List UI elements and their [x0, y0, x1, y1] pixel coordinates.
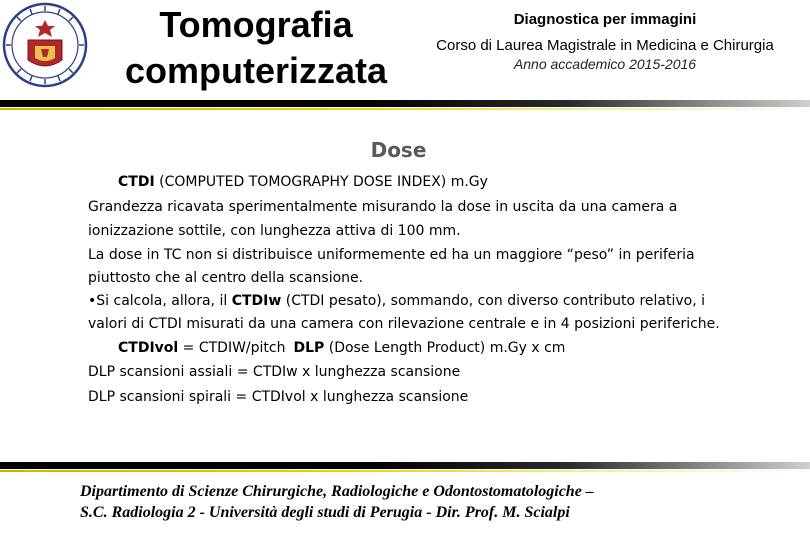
- title-line-1: Tomografia: [159, 4, 353, 45]
- presentation-title: [98, 2, 414, 94]
- slide-body: [88, 170, 748, 409]
- header-divider: [0, 100, 810, 107]
- dlp-spiral-formula: DLP scansioni spirali = CTDIvol x lunghezza scansione: [88, 388, 469, 405]
- academic-year: Anno accademico 2015-2016: [513, 56, 697, 72]
- weighted-intro: Si calcola, allora, il: [96, 292, 232, 309]
- ctdi-description: (COMPUTED TOMOGRAPHY DOSE INDEX) m.Gy: [154, 174, 488, 190]
- title-line-2: computerizzata: [124, 50, 388, 91]
- ctdivol-term: CTDIvol: [118, 339, 179, 356]
- ctdivol-formula: = CTDIW/pitch: [178, 339, 286, 356]
- dlp-description: (Dose Length Product) m.Gy x cm: [324, 339, 566, 356]
- ctdi-definition: [88, 170, 748, 195]
- formula-line: [88, 336, 748, 361]
- weighted-description: (CTDI pesato), sommando, con diverso contributo relativo, i valori di CTDI misurati da una camera con rilevazione centrale e in 4 posizioni periferiche.: [88, 292, 720, 332]
- bullet: •: [88, 292, 97, 309]
- course-info: [404, 10, 806, 72]
- university-seal-icon: [2, 2, 88, 88]
- definition-paragraph: Grandezza ricavata sperimentalmente misurando la dose in uscita da una camera a ionizzazione sottile, con lunghezza attiva di 100 mm.: [88, 198, 678, 239]
- footer-unit: S.C. Radiologia 2 - Università degli studi di Perugia - Dir. Prof. M. Scialpi: [80, 504, 570, 521]
- dlp-axial-formula: DLP scansioni assiali = CTDIw x lunghezza scansione: [88, 364, 461, 380]
- section-title: Dose: [370, 138, 427, 162]
- footer: [80, 481, 780, 523]
- dlp-term: DLP: [293, 339, 325, 356]
- degree-program: Corso di Laurea Magistrale in Medicina e Chirurgia: [436, 37, 774, 54]
- ctdi-term: CTDI: [118, 174, 155, 190]
- distribution-paragraph: La dose in TC non si distribuisce uniformemente ed ha un maggiore “peso” in periferia piuttosto che al centro della scansione.: [88, 246, 695, 286]
- footer-department: Dipartimento di Scienze Chirurgiche, Radiologiche e Odontostomatologiche –: [80, 483, 594, 500]
- weighted-ctdi-paragraph: [88, 290, 748, 336]
- ctdiw-term: CTDIw: [231, 292, 282, 309]
- footer-divider: [0, 462, 810, 469]
- course-subject: Diagnostica per immagini: [513, 11, 697, 28]
